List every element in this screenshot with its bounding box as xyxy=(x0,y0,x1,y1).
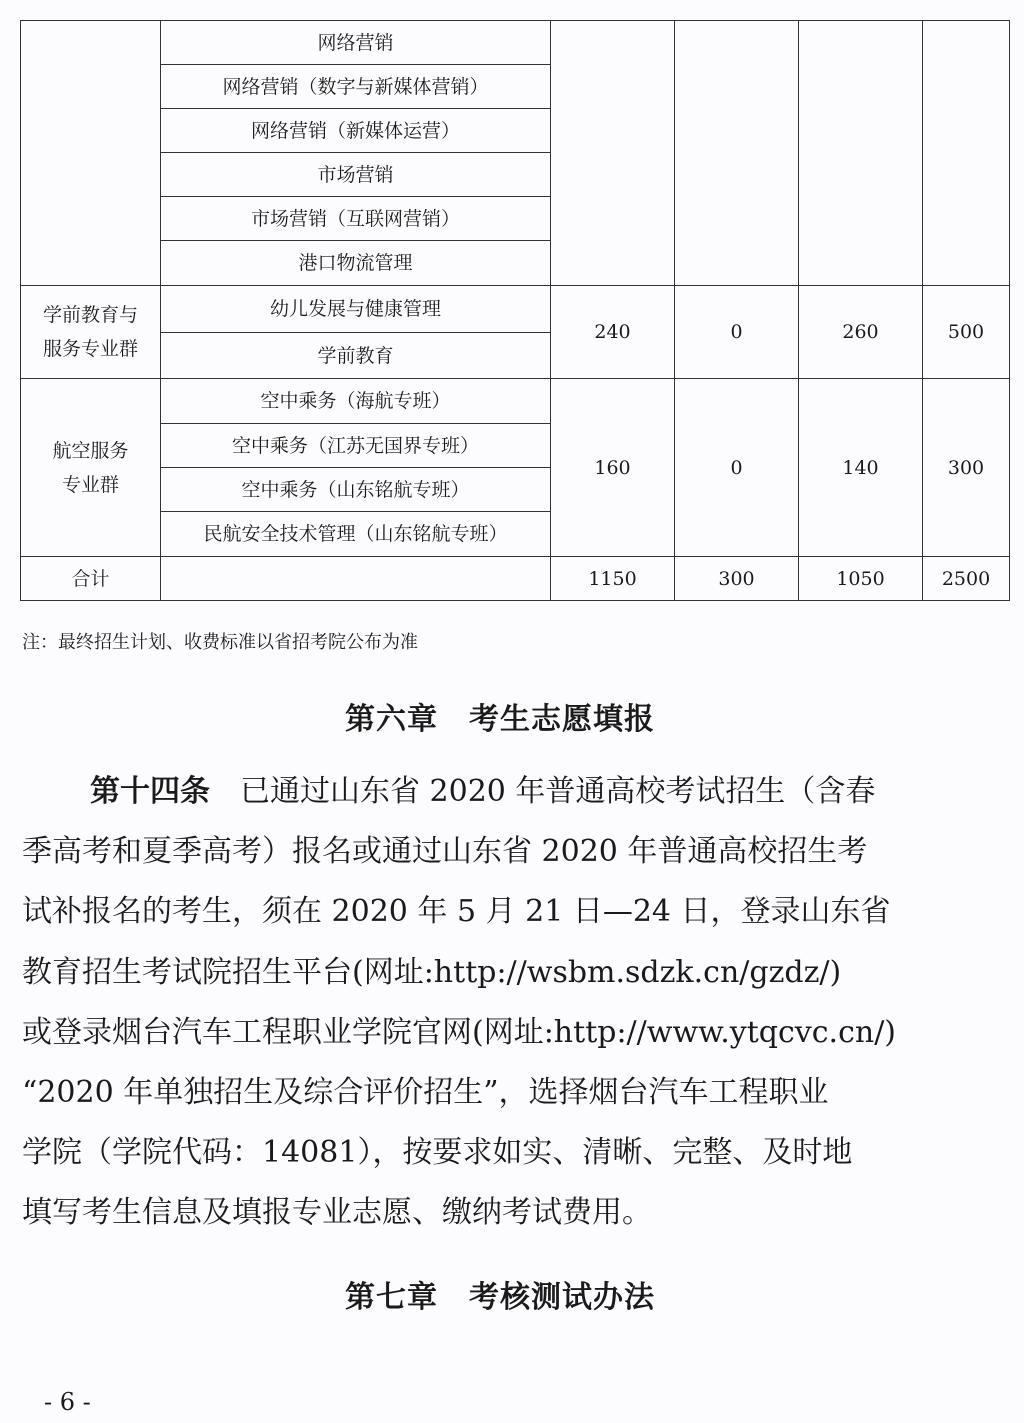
paragraph-line: 教育招生考试院招生平台(网址:http://wsbm.sdzk.cn/gzdz/) xyxy=(22,954,842,990)
value-cell: 500 xyxy=(923,286,1010,379)
group-name: 服务专业群 xyxy=(42,338,138,360)
value-cell xyxy=(923,21,1010,286)
major-cell: 民航安全技术管理（山东铭航专班） xyxy=(161,512,551,557)
major-cell: 空中乘务（江苏无国界专班） xyxy=(161,424,551,468)
paragraph-line: 学院（学院代码：14081），按要求如实、清晰、完整、及时地 xyxy=(22,1135,853,1171)
article-14-paragraph xyxy=(22,762,982,1244)
table-note: 注：最终招生计划、收费标准以省招考院公布为准 xyxy=(22,632,418,653)
value-cell xyxy=(551,21,675,286)
major-cell: 网络营销（数字与新媒体营销） xyxy=(161,65,551,109)
total-value: 1150 xyxy=(551,557,675,601)
value-cell: 260 xyxy=(799,286,923,379)
group-name: 航空服务 xyxy=(52,439,129,462)
value-cell: 140 xyxy=(799,379,923,557)
value-cell: 240 xyxy=(551,286,675,379)
chapter-seven-heading: 第七章 考核测试办法 xyxy=(345,1280,655,1315)
empty-cell xyxy=(161,557,551,601)
paragraph-line: 试补报名的考生，须在 2020 年 5 月 21 日—24 日，登录山东省 xyxy=(22,894,891,930)
group-cell xyxy=(21,286,161,379)
group-cell xyxy=(21,379,161,557)
paragraph-line: “2020 年单独招生及综合评价招生”，选择烟台汽车工程职业 xyxy=(22,1075,829,1111)
total-label: 合计 xyxy=(21,557,161,601)
major-cell: 空中乘务（海航专班） xyxy=(161,379,551,424)
major-cell: 空中乘务（山东铭航专班） xyxy=(161,468,551,512)
group-cell xyxy=(21,21,161,286)
value-cell: 300 xyxy=(923,379,1010,557)
major-cell: 市场营销（互联网营销） xyxy=(161,197,551,241)
group-name: 学前教育与 xyxy=(42,304,138,326)
page-number: - 6 - xyxy=(44,1388,91,1416)
major-cell: 幼儿发展与健康管理 xyxy=(161,286,551,333)
major-cell: 学前教育 xyxy=(161,333,551,379)
enrollment-plan-table xyxy=(20,20,1010,601)
chapter-six-heading: 第六章 考生志愿填报 xyxy=(345,702,655,737)
group-name: 专业群 xyxy=(61,473,119,496)
paragraph-line: 已通过山东省 2020 年普通高校考试招生（含春 xyxy=(210,774,876,809)
value-cell xyxy=(675,21,799,286)
value-cell: 0 xyxy=(675,286,799,379)
paragraph-line: 季高考和夏季高考）报名或通过山东省 2020 年普通高校招生考 xyxy=(22,834,868,870)
value-cell xyxy=(799,21,923,286)
paragraph-line: 填写考生信息及填报专业志愿、缴纳考试费用。 xyxy=(22,1195,652,1231)
total-value: 1050 xyxy=(799,557,923,601)
article-title: 第十四条 xyxy=(90,774,210,809)
total-value: 300 xyxy=(675,557,799,601)
major-cell: 网络营销 xyxy=(161,21,551,65)
major-cell: 港口物流管理 xyxy=(161,241,551,286)
total-value: 2500 xyxy=(923,557,1010,601)
value-cell: 160 xyxy=(551,379,675,557)
paragraph-line: 或登录烟台汽车工程职业学院官网(网址:http://www.ytqcvc.cn/) xyxy=(22,1014,897,1050)
major-cell: 市场营销 xyxy=(161,153,551,197)
value-cell: 0 xyxy=(675,379,799,557)
major-cell: 网络营销（新媒体运营） xyxy=(161,109,551,153)
